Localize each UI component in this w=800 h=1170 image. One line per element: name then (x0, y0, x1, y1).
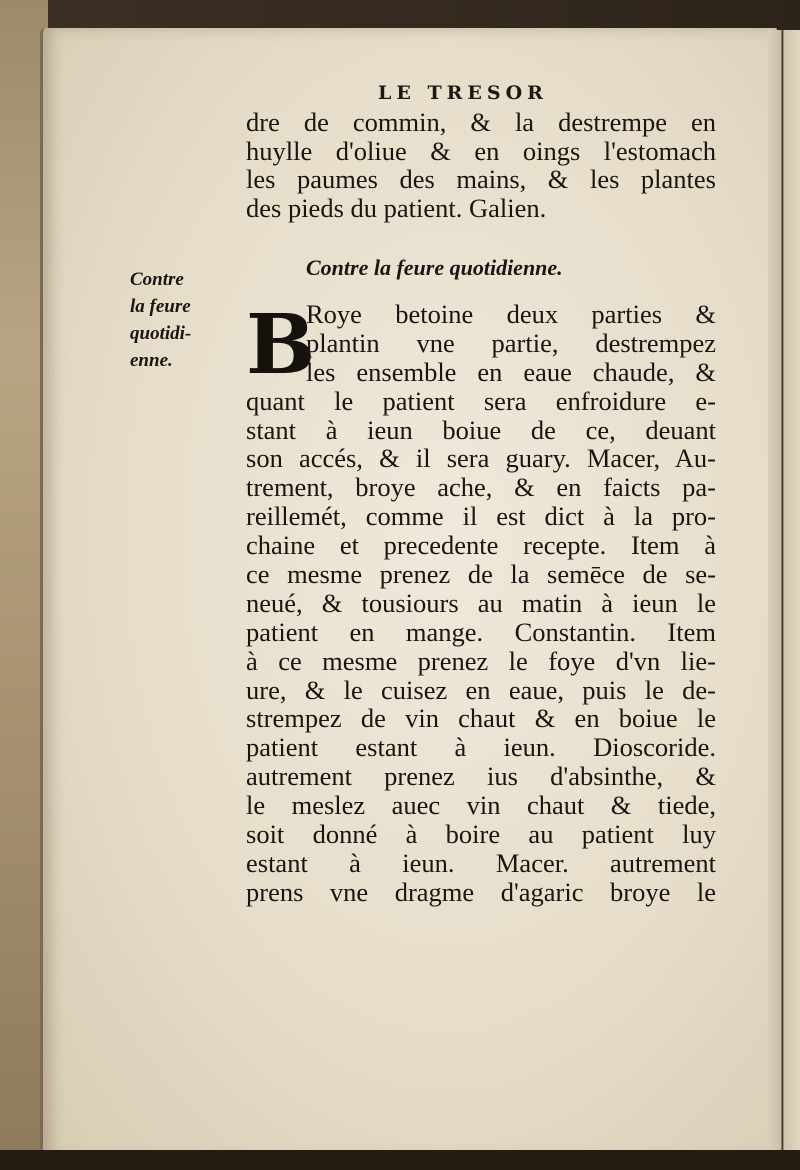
text-line: stant à ieun boiue de ce, deuant (246, 414, 716, 445)
drop-cap: B (246, 297, 316, 393)
text-line: estant à ieun. Macer. autrement (246, 847, 716, 878)
body-paragraph (246, 387, 716, 907)
text-line: des pieds du patient. Galien. (246, 193, 547, 224)
indented-paragraph (306, 300, 716, 387)
running-head: LE TRESOR (378, 82, 548, 104)
text-line: ce mesme prenez de la semēce de se- (246, 559, 716, 590)
text-line: soit donné à boire au patient luy (246, 819, 716, 850)
text-line: les ensemble en eaue chaude, & (306, 356, 716, 387)
text-line: dre de commin, & la destrempe en (246, 107, 716, 137)
text-line: son accés, & il sera guary. Macer, Au- (246, 443, 716, 474)
text-line: quant le patient sera enfroidure e- (246, 385, 716, 416)
margin-note-line: la feure (130, 296, 191, 317)
margin-note-line: quotidi- (130, 323, 192, 344)
text-line: à ce mesme prenez le foye d'vn lie- (246, 645, 716, 676)
margin-note-line: Contre (130, 269, 184, 290)
text-line: neué, & tousiours au matin à ieun le (246, 587, 716, 618)
text-line: autrement prenez ius d'absinthe, & (246, 761, 716, 792)
text-line: Roye betoine deux parties & (306, 299, 716, 329)
section-heading: Contre la feure quotidienne. (306, 255, 563, 280)
bottom-shadow (0, 1150, 800, 1170)
text-line: patient en mange. Constantin. Item (246, 616, 716, 647)
text-line: prens vne dragme d'agaric broye le (246, 876, 716, 907)
text-line: chaine et precedente recepte. Item à (246, 530, 716, 561)
text-line: trement, broye ache, & en faicts pa- (246, 472, 716, 503)
top-paragraph (246, 108, 716, 223)
margin-note-line: enne. (130, 350, 173, 371)
text-line: plantin vne partie, destrempez (306, 327, 716, 358)
text-line: patient estant à ieun. Dioscoride. (246, 732, 716, 763)
page-edge-right (768, 30, 800, 1170)
text-line: huylle d'oliue & en oings l'estomach (246, 135, 716, 166)
margin-note (130, 266, 230, 374)
text-line: ure, & le cuisez en eaue, puis le de- (246, 674, 716, 705)
text-line: le meslez auec vin chaut & tiede, (246, 790, 716, 821)
text-line: les paumes des mains, & les plantes (246, 164, 716, 195)
text-line: strempez de vin chaut & en boiue le (246, 703, 716, 734)
text-line: reillemét, comme il est dict à la pro- (246, 501, 716, 532)
